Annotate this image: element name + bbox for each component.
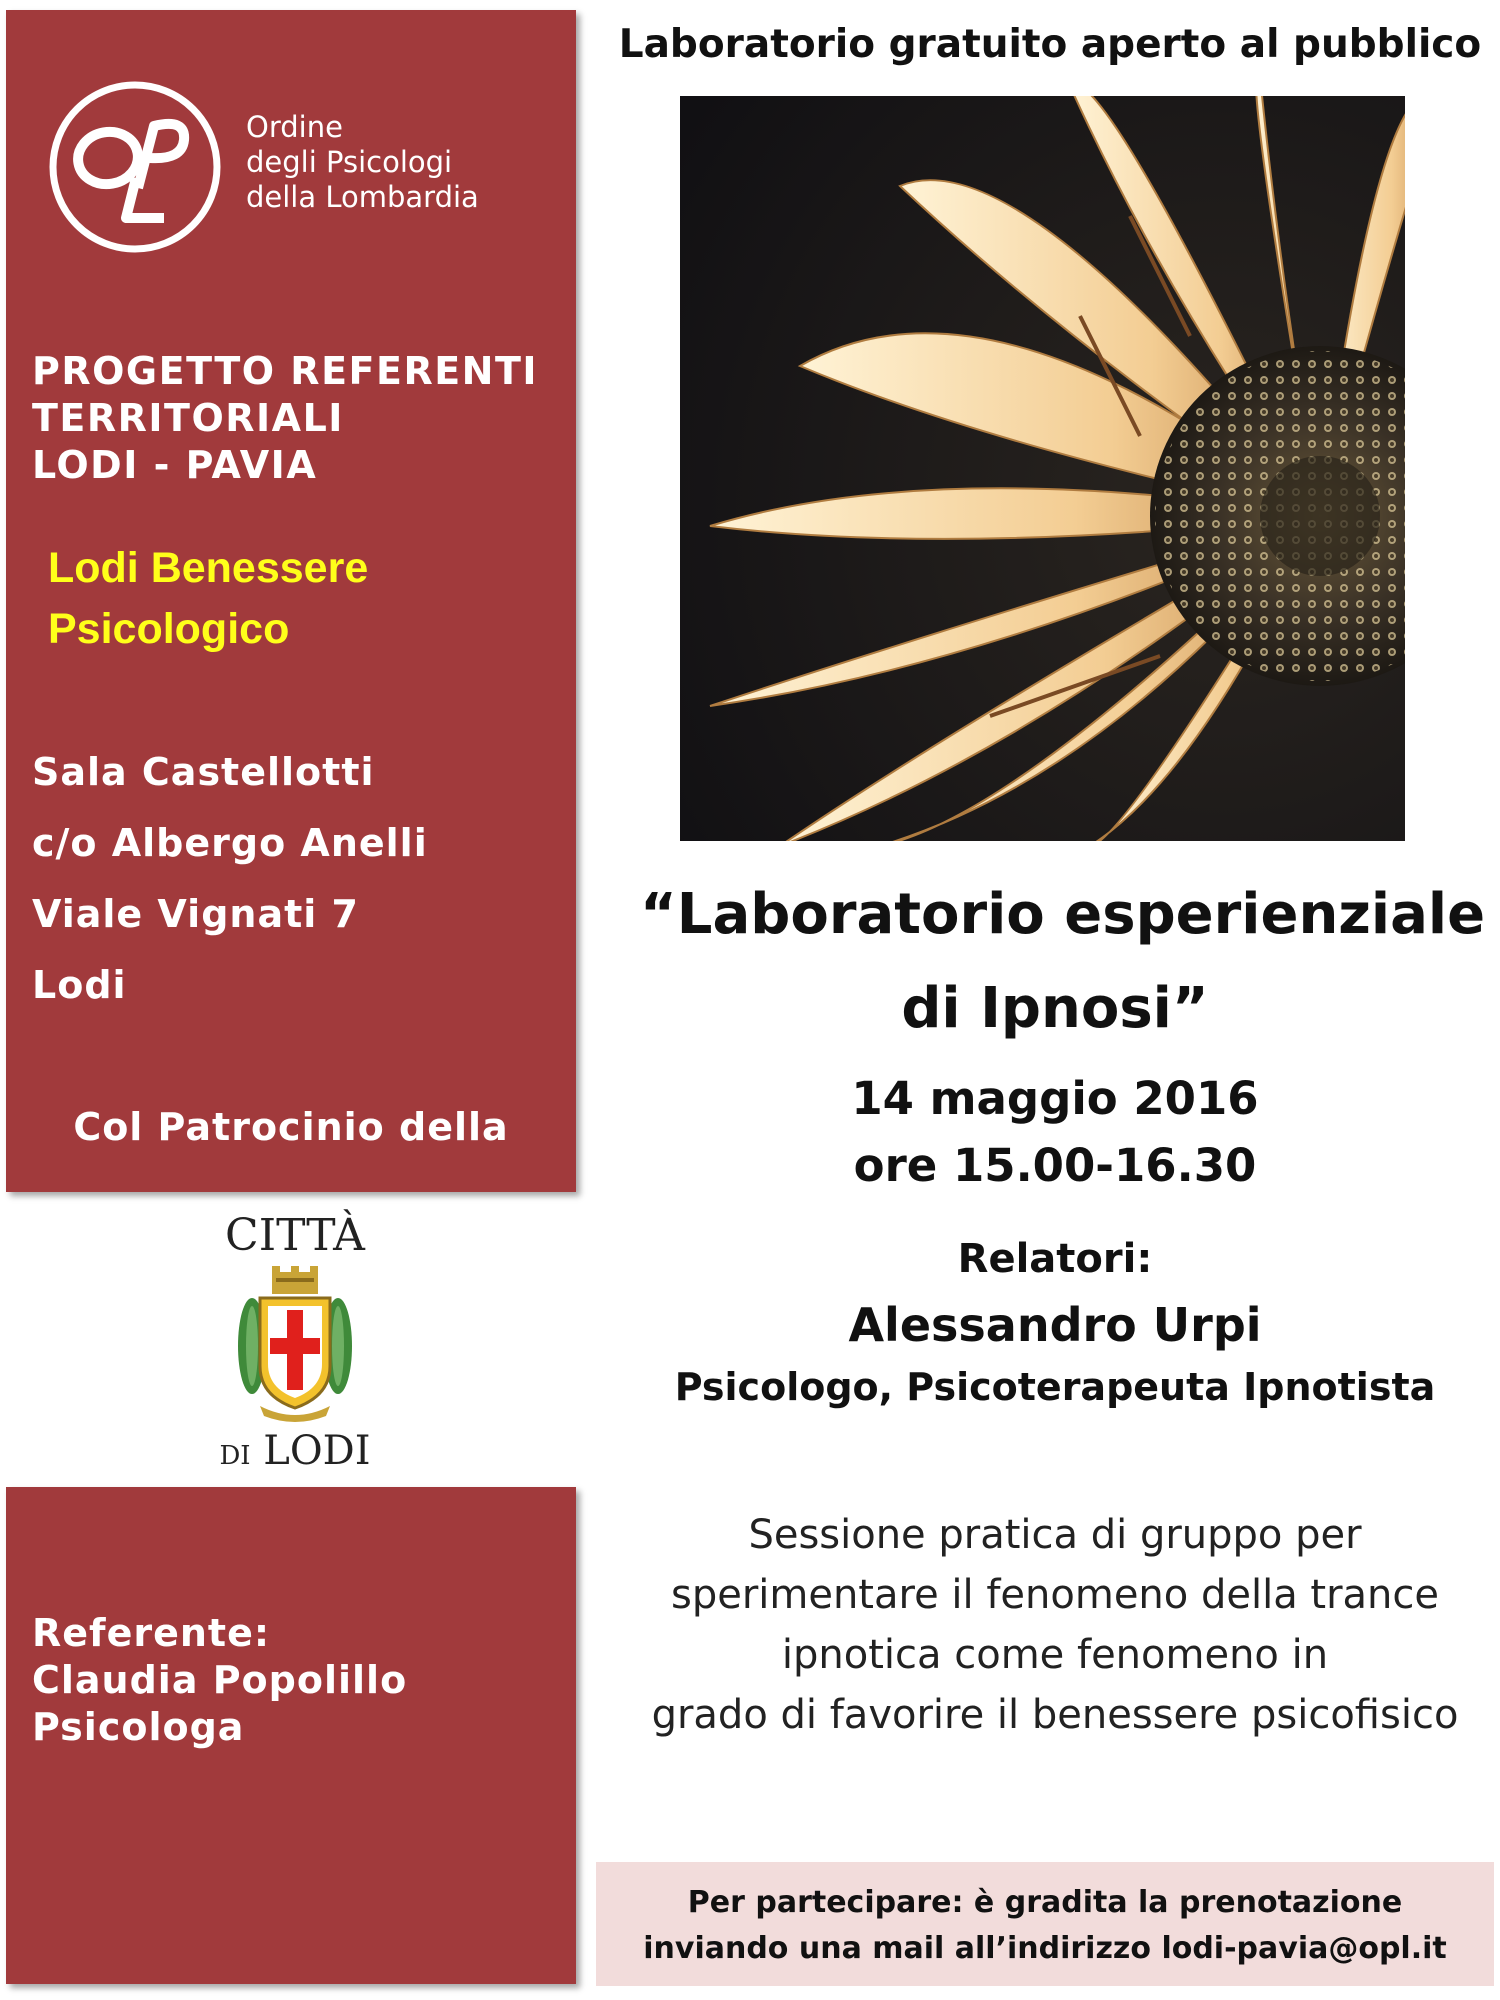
description-line: sperimentare il fenomeno della trance: [670, 1572, 1440, 1618]
project-line: TERRITORIALI: [32, 396, 344, 440]
venue-line: Lodi: [32, 963, 127, 1007]
event-series-line: Lodi Benessere: [48, 544, 369, 592]
venue-address: [32, 737, 428, 1021]
coat-of-arms-icon: [230, 1266, 360, 1426]
event-series: [48, 538, 368, 660]
speaker-role: Psicologo, Psicoterapeuta Ipnotista: [674, 1365, 1436, 1409]
crest-city-label: CITTÀ: [225, 1210, 365, 1261]
event-time: ore 15.00-16.30: [853, 1139, 1257, 1192]
patronage-label: Col Patrocinio della: [73, 1105, 509, 1149]
opl-org-line: degli Psicologi: [246, 145, 453, 179]
opl-org-line: Ordine: [246, 110, 343, 144]
speaker-name: Alessandro Urpi: [848, 1298, 1262, 1352]
speakers-label: Relatori:: [957, 1236, 1153, 1282]
sidebar-top-panel: [6, 10, 576, 1192]
referent-info: [32, 1610, 407, 1751]
flower-photo: [680, 96, 1405, 841]
project-title: [32, 348, 538, 489]
opl-logo: [46, 70, 506, 260]
project-line: LODI - PAVIA: [32, 443, 318, 487]
venue-line: c/o Albergo Anelli: [32, 821, 428, 865]
referent-line: Referente:: [32, 1611, 271, 1655]
booking-box: [596, 1862, 1494, 1986]
event-date: 14 maggio 2016: [851, 1072, 1259, 1125]
referent-line: Claudia Popolillo: [32, 1658, 408, 1702]
sidebar-bottom-panel: [6, 1487, 576, 1984]
project-line: PROGETTO REFERENTI: [32, 349, 539, 393]
booking-line: Per partecipare: è gradita la prenotazione: [687, 1885, 1403, 1920]
description-line: Sessione pratica di gruppo per: [748, 1512, 1362, 1558]
event-series-line: Psicologico: [48, 605, 290, 653]
opl-org-line: della Lombardia: [246, 180, 479, 214]
booking-line: inviando una mail all’indirizzo lodi-pavia@opl.it: [643, 1931, 1447, 1966]
crest-di-label: DI: [219, 1441, 251, 1471]
opl-logo-icon: [46, 78, 224, 256]
booking-info: [596, 1880, 1494, 1972]
description-line: grado di favorire il benessere psicofisico: [651, 1692, 1459, 1738]
crest-lodi-label: [180, 1428, 410, 1474]
description-line: ipnotica come fenomeno in: [781, 1632, 1329, 1678]
event-datetime: [690, 1065, 1420, 1199]
referent-line: Psicologa: [32, 1705, 245, 1749]
event-title-line: “Laboratorio esperienziale: [640, 882, 1486, 947]
citta-di-lodi-crest: [200, 1210, 390, 1480]
opl-org-name: [246, 110, 479, 215]
crest-name-label: LODI: [263, 1428, 371, 1474]
event-title: [640, 868, 1486, 1056]
event-header: Laboratorio gratuito aperto al pubblico: [618, 22, 1482, 67]
venue-line: Sala Castellotti: [32, 750, 375, 794]
event-title-line: di Ipnosi”: [901, 976, 1209, 1041]
venue-line: Viale Vignati 7: [32, 892, 359, 936]
event-description: [620, 1505, 1490, 1745]
